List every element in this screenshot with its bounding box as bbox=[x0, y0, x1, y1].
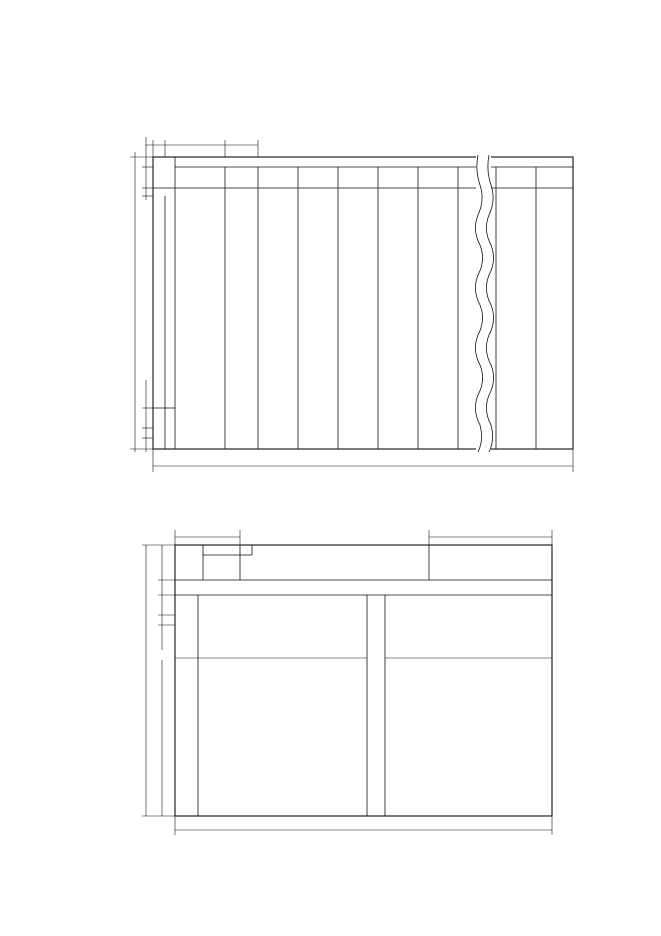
form-b-frame bbox=[175, 545, 552, 816]
form-b-drawing bbox=[142, 530, 552, 835]
form-a-frame bbox=[153, 157, 573, 449]
form-a-dimension-lines bbox=[130, 137, 573, 472]
form-b-dimension-lines bbox=[142, 530, 552, 835]
form-a-drawing bbox=[130, 137, 573, 472]
form-a-break-gap bbox=[476, 152, 491, 454]
form-a-data-columns bbox=[258, 167, 536, 449]
